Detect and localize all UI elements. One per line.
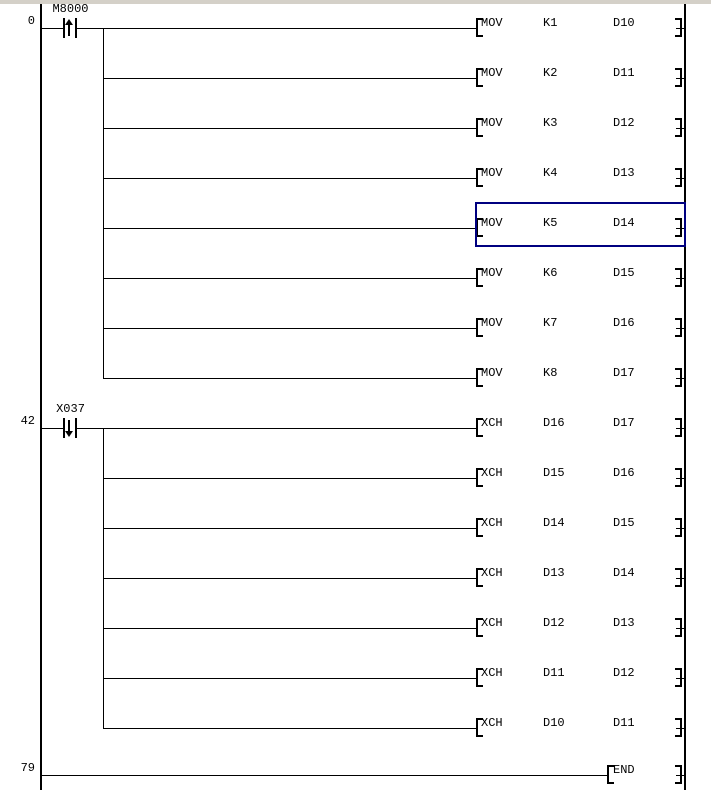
- instruction-operand1: D15: [543, 466, 565, 480]
- close-bracket-serif: [675, 568, 682, 570]
- instruction-mnemonic: MOV: [481, 366, 503, 380]
- instruction-mov[interactable]: [472, 315, 688, 342]
- instruction-operand2: D17: [613, 416, 635, 430]
- instruction-operand2: D11: [613, 716, 635, 730]
- instruction-mov[interactable]: [472, 115, 688, 142]
- wire-horizontal: [104, 628, 476, 629]
- instruction-operand1: K4: [543, 166, 558, 180]
- instruction-xch[interactable]: [472, 465, 688, 492]
- wire-stub: [676, 78, 686, 79]
- wire-stub: [676, 628, 686, 629]
- wire-stub: [676, 178, 686, 179]
- left-power-rail: [40, 4, 42, 790]
- wire-horizontal: [104, 728, 476, 729]
- instruction-mnemonic: MOV: [481, 16, 503, 30]
- close-bracket-serif: [675, 782, 682, 784]
- wire-stub: [676, 278, 686, 279]
- step-number: 79: [20, 761, 35, 775]
- instruction-xch[interactable]: [472, 565, 688, 592]
- instruction-mnemonic: MOV: [481, 66, 503, 80]
- close-bracket-serif: [675, 335, 682, 337]
- wire-horizontal: [104, 128, 476, 129]
- instruction-mov[interactable]: [472, 65, 688, 92]
- wire-horizontal: [104, 78, 476, 79]
- instruction-mov[interactable]: [472, 265, 688, 292]
- instruction-operand1: K5: [543, 216, 558, 230]
- instruction-operand1: D16: [543, 416, 565, 430]
- close-bracket-serif: [675, 635, 682, 637]
- instruction-operand1: D14: [543, 516, 565, 530]
- step-number: 42: [20, 414, 35, 428]
- instruction-operand2: D11: [613, 66, 635, 80]
- wire-horizontal: [104, 478, 476, 479]
- instruction-xch[interactable]: [472, 415, 688, 442]
- wire-horizontal: [77, 28, 476, 29]
- instruction-mnemonic: MOV: [481, 316, 503, 330]
- falling-edge-arrow-icon: [65, 431, 73, 437]
- instruction-xch[interactable]: [472, 665, 688, 692]
- wire-stub: [676, 378, 686, 379]
- wire-stub: [676, 328, 686, 329]
- close-bracket-serif: [675, 618, 682, 620]
- instruction-operand1: K6: [543, 266, 558, 280]
- instruction-operand2: D16: [613, 466, 635, 480]
- instruction-mnemonic: MOV: [481, 216, 503, 230]
- instruction-operand2: D14: [613, 216, 635, 230]
- instruction-mnemonic: XCH: [481, 566, 503, 580]
- instruction-operand2: D13: [613, 166, 635, 180]
- instruction-xch[interactable]: [472, 615, 688, 642]
- instruction-operand2: D13: [613, 616, 635, 630]
- open-bracket-serif: [476, 685, 483, 687]
- instruction-xch[interactable]: [472, 515, 688, 542]
- wire-horizontal: [104, 378, 476, 379]
- instruction-mnemonic: END: [613, 763, 635, 777]
- instruction-operand2: D16: [613, 316, 635, 330]
- instruction-operand1: D12: [543, 616, 565, 630]
- close-bracket-serif: [675, 418, 682, 420]
- instruction-end[interactable]: [472, 762, 688, 789]
- instruction-operand1: K8: [543, 366, 558, 380]
- close-bracket-serif: [675, 485, 682, 487]
- open-bracket-serif: [476, 285, 483, 287]
- wire-stub: [676, 578, 686, 579]
- selection-box: [475, 202, 686, 247]
- wire-stub: [676, 478, 686, 479]
- instruction-operand1: D11: [543, 666, 565, 680]
- instruction-operand2: D12: [613, 116, 635, 130]
- wire-horizontal: [104, 178, 476, 179]
- instruction-operand1: D13: [543, 566, 565, 580]
- close-bracket-serif: [675, 685, 682, 687]
- wire-horizontal: [104, 328, 476, 329]
- close-bracket-serif: [675, 765, 682, 767]
- open-bracket-serif: [476, 385, 483, 387]
- open-bracket-serif: [476, 435, 483, 437]
- instruction-mov[interactable]: [472, 165, 688, 192]
- open-bracket-serif: [476, 335, 483, 337]
- instruction-operand1: D10: [543, 716, 565, 730]
- wire-stub: [676, 678, 686, 679]
- wire-horizontal: [41, 428, 63, 429]
- wire-stub: [676, 775, 686, 776]
- contact-label: M8000: [52, 2, 89, 16]
- close-bracket-serif: [675, 518, 682, 520]
- instruction-mnemonic: XCH: [481, 516, 503, 530]
- wire-stub: [676, 728, 686, 729]
- close-bracket-serif: [675, 368, 682, 370]
- wire-horizontal: [41, 28, 63, 29]
- contact-label: X037: [56, 402, 85, 416]
- open-bracket-serif: [476, 735, 483, 737]
- instruction-operand1: K1: [543, 16, 558, 30]
- close-bracket-serif: [675, 18, 682, 20]
- wire-horizontal: [104, 528, 476, 529]
- close-bracket-serif: [675, 585, 682, 587]
- close-bracket-serif: [675, 468, 682, 470]
- close-bracket-serif: [675, 185, 682, 187]
- open-bracket-serif: [476, 635, 483, 637]
- open-bracket-serif: [476, 85, 483, 87]
- close-bracket-serif: [675, 435, 682, 437]
- close-bracket-serif: [675, 285, 682, 287]
- instruction-operand2: D17: [613, 366, 635, 380]
- instruction-mnemonic: MOV: [481, 116, 503, 130]
- instruction-mov[interactable]: [472, 15, 688, 42]
- close-bracket-serif: [675, 118, 682, 120]
- close-bracket-serif: [675, 68, 682, 70]
- instruction-operand2: D15: [613, 266, 635, 280]
- open-bracket-serif: [476, 35, 483, 37]
- instruction-operand2: D12: [613, 666, 635, 680]
- instruction-mnemonic: MOV: [481, 266, 503, 280]
- instruction-operand1: K2: [543, 66, 558, 80]
- close-bracket-serif: [675, 735, 682, 737]
- instruction-mov[interactable]: [472, 365, 688, 392]
- instruction-mnemonic: XCH: [481, 616, 503, 630]
- instruction-mnemonic: XCH: [481, 716, 503, 730]
- open-bracket-serif: [476, 535, 483, 537]
- close-bracket-serif: [675, 385, 682, 387]
- wire-stub: [676, 528, 686, 529]
- close-bracket-serif: [675, 135, 682, 137]
- instruction-mnemonic: XCH: [481, 416, 503, 430]
- instruction-operand1: K7: [543, 316, 558, 330]
- close-bracket-serif: [675, 268, 682, 270]
- wire-horizontal: [104, 678, 476, 679]
- branch-line: [103, 28, 104, 379]
- wire-horizontal: [77, 428, 476, 429]
- open-bracket-serif: [476, 135, 483, 137]
- instruction-mnemonic: XCH: [481, 666, 503, 680]
- wire-horizontal: [104, 228, 476, 229]
- instruction-operand2: D14: [613, 566, 635, 580]
- open-bracket-serif: [476, 485, 483, 487]
- close-bracket-serif: [675, 35, 682, 37]
- open-bracket-serif: [476, 185, 483, 187]
- wire-stub: [676, 128, 686, 129]
- instruction-xch[interactable]: [472, 715, 688, 742]
- wire-horizontal: [104, 278, 476, 279]
- instruction-mnemonic: XCH: [481, 466, 503, 480]
- close-bracket-serif: [675, 668, 682, 670]
- wire-stub: [676, 28, 686, 29]
- close-bracket-serif: [675, 318, 682, 320]
- open-bracket-serif: [607, 782, 614, 784]
- open-bracket-serif: [476, 585, 483, 587]
- close-bracket-serif: [675, 535, 682, 537]
- instruction-operand2: D10: [613, 16, 635, 30]
- step-number: 0: [27, 14, 35, 28]
- wire-horizontal: [104, 578, 476, 579]
- close-bracket-serif: [675, 718, 682, 720]
- wire-stub: [676, 428, 686, 429]
- instruction-operand1: K3: [543, 116, 558, 130]
- close-bracket-serif: [675, 168, 682, 170]
- arrow-shaft: [68, 24, 70, 36]
- instruction-mnemonic: MOV: [481, 166, 503, 180]
- instruction-operand2: D15: [613, 516, 635, 530]
- close-bracket-serif: [675, 85, 682, 87]
